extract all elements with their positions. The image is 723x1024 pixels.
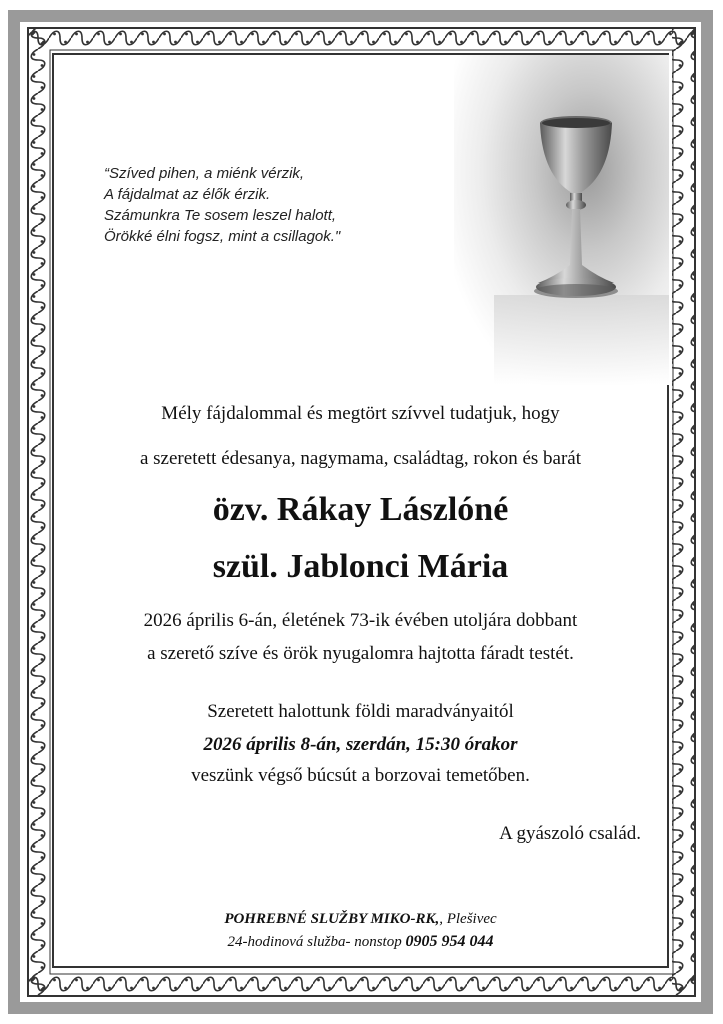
funeral-date-time: 2026 április 8-án, szerdán, 15:30 órakor (203, 734, 518, 755)
memorial-poem (104, 163, 434, 247)
poem-line: Örökké élni fogsz, mint a csillagok." (104, 228, 341, 245)
funeral-line-3: veszünk végső búcsút a borzovai temetőben. (191, 765, 530, 786)
chalice-picture (454, 55, 669, 385)
family-signature: A gyászoló család. (499, 823, 641, 844)
funeral-line-1: Szeretett halottunk földi maradványaitól (207, 701, 514, 722)
notice-paper (52, 53, 669, 968)
deceased-maiden-name: szül. Jablonci Mária (212, 548, 509, 585)
poem-line: Számunkra Te sosem leszel halott, (104, 207, 337, 224)
poem-line: A fájdalmat az élők érzik. (104, 186, 271, 203)
death-notice-line-1: 2026 április 6-án, életének 73-ik évében utoljára dobbant (143, 610, 578, 631)
company-town: , Plešivec (439, 911, 497, 927)
intro-line-2: a szeretett édesanya, nagymama, családtag, rokon és barát (139, 448, 582, 469)
death-notice-line-2: a szerető szíve és örök nyugalomra hajtotta fáradt testét. (147, 643, 574, 664)
service-hours: 24-hodinová služba- nonstop (227, 934, 402, 950)
company-name: POHREBNÉ SLUŽBY MIKO-RK, (224, 911, 440, 927)
funeral-service-contact (54, 933, 667, 951)
chalice-icon (454, 55, 669, 385)
poem-line: “Szíved pihen, a miénk vérzik, (104, 165, 305, 182)
intro-line-1: Mély fájdalommal és megtört szívvel tudatjuk, hogy (161, 403, 560, 424)
deceased-name: özv. Rákay Lászlóné (212, 491, 509, 528)
funeral-service-company (54, 911, 667, 928)
phone-number[interactable]: 0905 954 044 (405, 933, 494, 950)
